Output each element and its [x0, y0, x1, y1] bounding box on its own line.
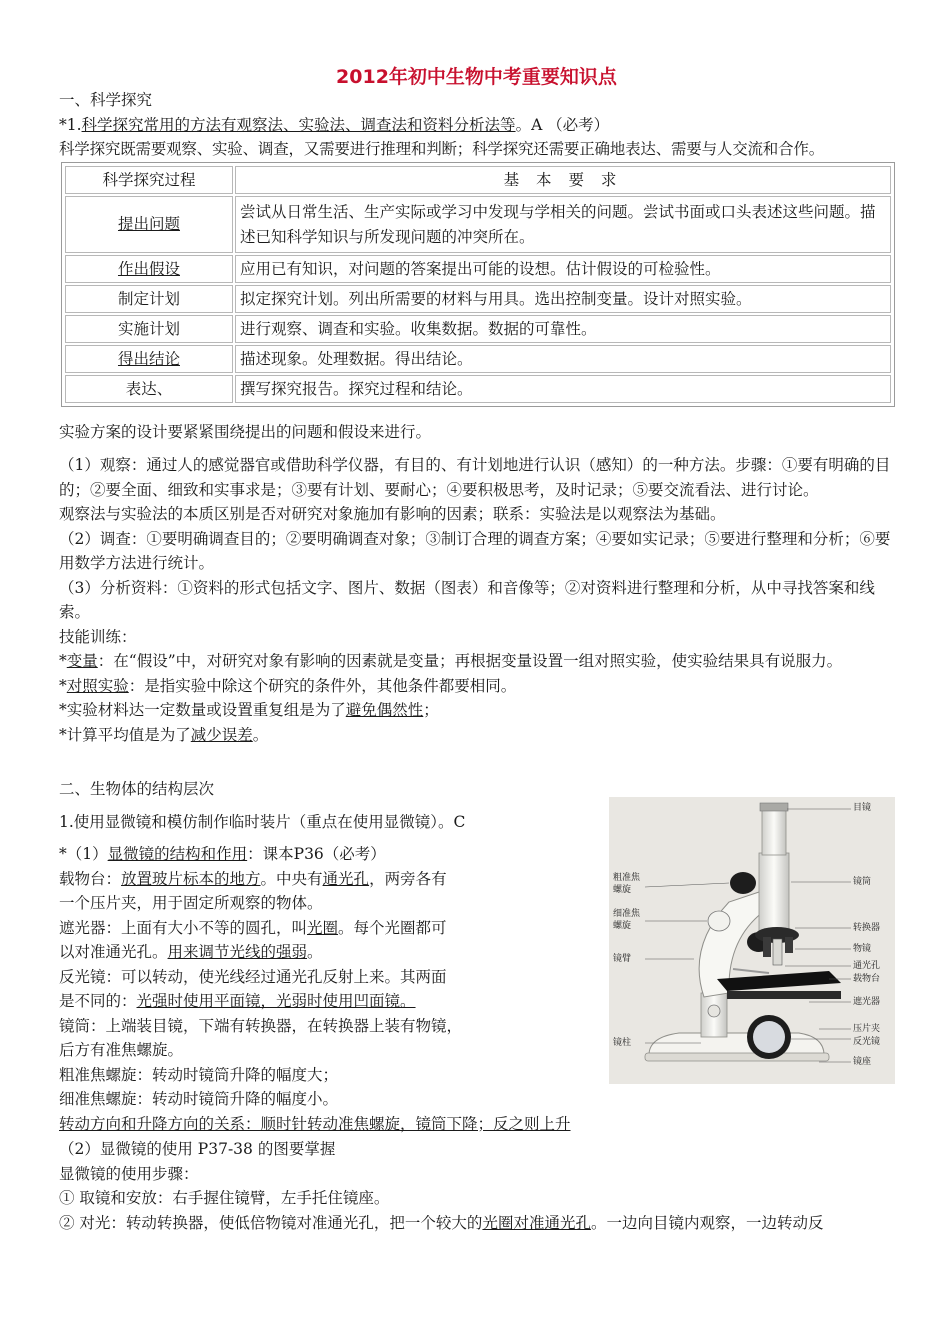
table-row [65, 375, 891, 403]
label-fine-1: 细准焦 [613, 909, 641, 919]
mirror-line-2: 是不同的：光强时使用平面镜，光弱时使用凹面镜。 [59, 992, 416, 1010]
usage-heading: （2）显微镜的使用 P37-38 的图要掌握 [59, 1140, 336, 1158]
design-note: 实验方案的设计要紧紧围绕提出的问题和假设来进行。 [59, 423, 432, 441]
step-label: 实施计划 [65, 315, 233, 343]
methods-paragraphs [59, 453, 894, 747]
section-structure-levels [59, 777, 599, 1136]
label-clip: 压片夹 [853, 1024, 881, 1034]
step-requirement: 应用已有知识，对问题的答案提出可能的设想。估计假设的可检验性。 [235, 255, 891, 283]
tube-line: 镜筒：上端装目镜，下端有转换器，在转换器上装有物镜， [59, 1016, 463, 1035]
table-row [65, 285, 891, 313]
direction-line: 转动方向和升降方向的关系：顺时针转动准焦螺旋，镜筒下降；反之则上升 [59, 1114, 571, 1133]
table-row [65, 315, 891, 343]
underlined-text: 科学探究常用的方法有观察法、实验法、调查法和资料分析法等 [81, 115, 516, 134]
label-pillar: 镜柱 [613, 1038, 632, 1048]
label-coarse-2: 螺旋 [613, 885, 632, 895]
label-mirror: 反光镜 [853, 1037, 881, 1047]
step-requirement: 进行观察、调查和实验。收集数据。数据的可靠性。 [235, 315, 891, 343]
stage-line: 载物台：放置玻片标本的地方。中央有通光孔，两旁各有 [59, 869, 447, 888]
step-requirement: 拟定探究计划。列出所需要的材料与用具。选出控制变量。设计对照实验。 [235, 285, 891, 313]
step-requirement: 描述现象。处理数据。得出结论。 [235, 345, 891, 373]
microscope-usage [59, 1137, 894, 1235]
step-requirement: 撰写探究报告。探究过程和结论。 [235, 375, 891, 403]
paragraph-observation: （1）观察：通过人的感觉器官或借助科学仪器，有目的、有计划地进行认识（感知）的一种方法。步骤：①要有明确的目的；②要全面、细致和实事求是；③要有计划、要耐心；④要积极思考，及时记录；⑤要交流看法、进行讨论。 [59, 456, 891, 499]
paragraph-data-analysis: （3）分析资料：①资料的形式包括文字、图片、数据（图表）和音像等；②对资料进行整理和分析，从中寻找答案和线索。 [59, 578, 875, 621]
intro-paragraph: 科学探究既需要观察、实验、调查，又需要进行推理和判断；科学探究还需要正确地表达、需要与人交流和合作。 [59, 140, 825, 158]
skill-heading: 技能训练： [59, 627, 137, 646]
label-eyepiece: 目镜 [853, 803, 872, 813]
diaphragm-line: 遮光器：上面有大小不等的圆孔，叫光圈。每个光圈都可 [59, 918, 447, 937]
key-point-methods: *1.科学探究常用的方法有观察法、实验法、调查法和资料分析法等。A （必考） [59, 115, 610, 134]
header-process: 科学探究过程 [65, 166, 233, 194]
fine-focus-line: 细准焦螺旋：转动时镜筒升降的幅度小。 [59, 1090, 339, 1108]
label-objective: 物镜 [853, 944, 872, 954]
label-arm: 镜臂 [613, 954, 632, 964]
tube-line-2: 后方有准焦螺旋。 [59, 1041, 184, 1059]
label-diaphragm: 遮光器 [853, 997, 881, 1007]
label-aperture: 通光孔 [853, 961, 881, 971]
coarse-focus-line: 粗准焦螺旋：转动时镜筒升降的幅度大； [59, 1065, 339, 1084]
microscope-diagram [609, 797, 895, 1084]
paragraph-survey: （2）调查：①要明确调查目的；②要明确调查对象；③制订合理的调查方案；④要如实记录；⑤要进行整理和分析；⑥要用数学方法进行统计。 [59, 529, 891, 572]
table-row [65, 255, 891, 283]
paragraph-control: *对照实验：是指实验中除这个研究的条件外，其他条件都要相同。 [59, 676, 517, 695]
step-label: 制定计划 [65, 285, 233, 313]
label-tube: 镜筒 [853, 877, 872, 887]
label-coarse-1: 粗准焦 [613, 873, 641, 883]
step-label: 提出问题 [117, 215, 180, 234]
step-label: 表达、 [65, 375, 233, 403]
inquiry-process-table [61, 162, 895, 407]
usage-step-2: ② 对光：转动转换器，使低倍物镜对准通光孔，把一个较大的光圈对准通光孔。一边向目镜内观察，一边转动反 [59, 1213, 824, 1232]
sub-structure: *（1）显微镜的结构和作用：课本P36（必考） [59, 845, 386, 863]
table-row [65, 345, 891, 373]
paragraph-average: *计算平均值是为了减少误差。 [59, 725, 269, 744]
header-requirements: 基 本 要 求 [235, 166, 891, 194]
paragraph-observe-vs-experiment: 观察法与实验法的本质区别是否对研究对象施加有影响的因素；联系：实验法是以观察法为基础。 [59, 505, 726, 523]
table-row [65, 196, 891, 253]
stage-line-2: 一个压片夹，用于固定所观察的物体。 [59, 894, 323, 912]
label-base: 镜座 [853, 1057, 872, 1067]
table-header-row [65, 166, 891, 194]
paragraph-variable: *变量：在“假设”中，对研究对象有影响的因素就是变量；再根据变量设置一组对照实验，使实验结果具有说服力。 [59, 652, 843, 670]
page-title: 2012年初中生物中考重要知识点 [336, 66, 617, 88]
label-fine-2: 螺旋 [613, 921, 632, 931]
step-requirement: 尝试从日常生活、生产实际或学习中发现与学相关的问题。尝试书面或口头表述这些问题。描述已知科学知识与所发现问题的冲突所在。 [235, 196, 891, 253]
section-science-inquiry [59, 88, 894, 162]
mirror-line: 反光镜：可以转动，使光线经过通光孔反射上来。其两面 [59, 967, 447, 986]
paragraph-materials: *实验材料达一定数量或设置重复组是为了避免偶然性； [59, 701, 439, 719]
usage-step-1: ① 取镜和安放：右手握住镜臂，左手托住镜座。 [59, 1189, 390, 1207]
diaphragm-line-2: 以对准通光孔。用来调节光线的强弱。 [59, 943, 323, 961]
label-stage: 载物台 [853, 974, 881, 984]
section-heading: 一、科学探究 [59, 91, 153, 109]
step-label: 作出假设 [117, 259, 180, 278]
section-heading: 二、生物体的结构层次 [59, 780, 215, 798]
item-microscope: 1.使用显微镜和模仿制作临时装片（重点在使用显微镜）。C [59, 812, 466, 831]
label-nosepiece: 转换器 [853, 923, 881, 933]
usage-steps-heading: 显微镜的使用步骤： [59, 1164, 199, 1183]
step-label: 得出结论 [117, 349, 180, 368]
